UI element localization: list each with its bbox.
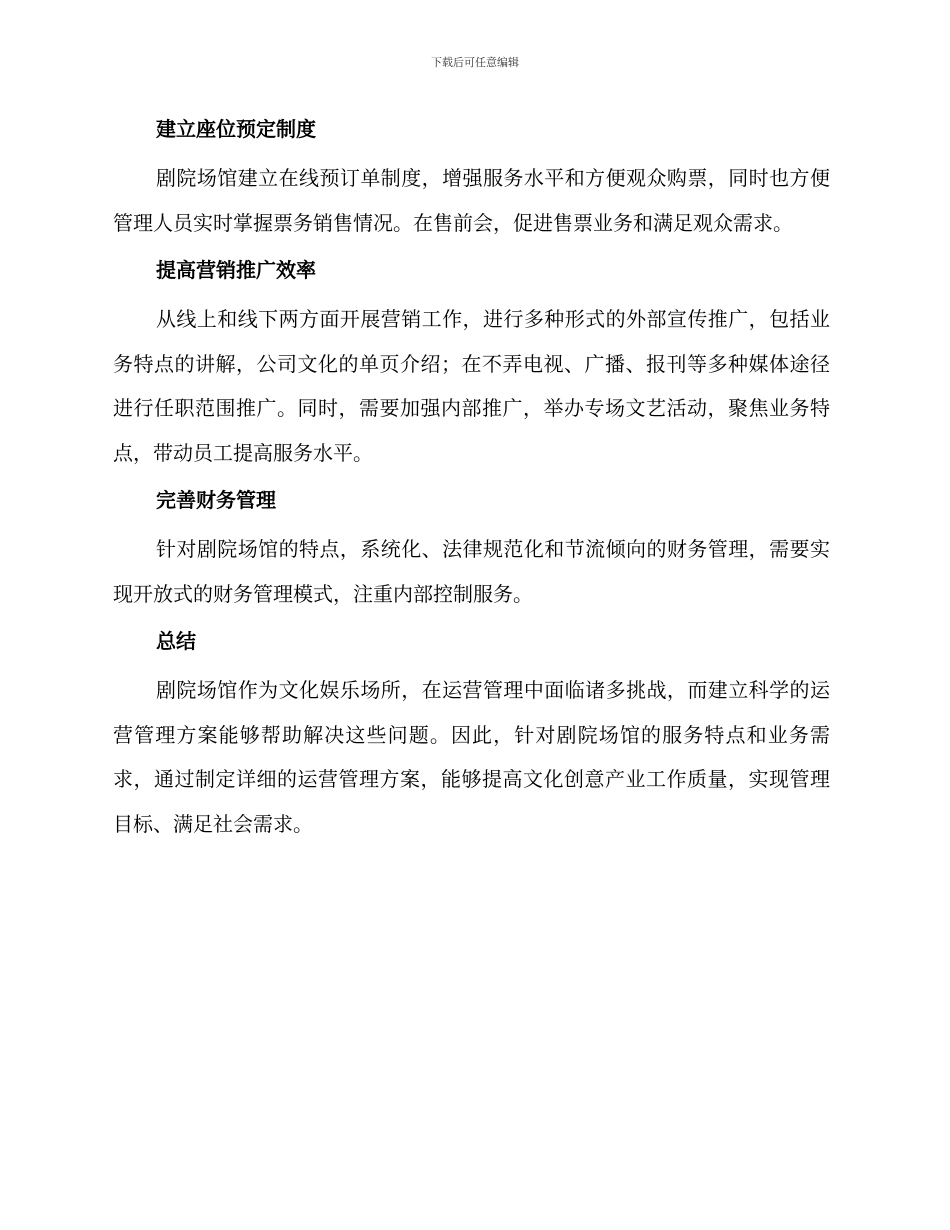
section-heading: 总结 [156, 629, 196, 653]
section-heading: 建立座位预定制度 [156, 117, 316, 141]
section-paragraph: 从线上和线下两方面开展营销工作，进行多种形式的外部宣传推广，包括业务特点的讲解，公司文化的单页介绍；在不弄电视、广播、报刊等多种媒体途径进行任职范围推广。同时，需要加强内部推广，举办专场文艺活动，聚焦业务特点，带动员工提高服务水平。 [113, 307, 830, 465]
section-marketing [113, 255, 830, 475]
section-paragraph: 针对剧院场馆的特点，系统化、法律规范化和节流倾向的财务管理，需要实现开放式的财务管理模式，注重内部控制服务。 [113, 537, 830, 606]
section-heading: 提高营销推广效率 [156, 258, 316, 282]
document-content [113, 114, 830, 856]
section-finance [113, 485, 830, 616]
section-seat-reservation [113, 114, 830, 245]
section-paragraph: 剧院场馆作为文化娱乐场所，在运营管理中面临诸多挑战，而建立科学的运营管理方案能够帮助解决这些问题。因此，针对剧院场馆的服务特点和业务需求，通过制定详细的运营管理方案，能够提高文化创意产业工作质量，实现管理目标、满足社会需求。 [113, 678, 830, 836]
section-summary [113, 626, 830, 846]
section-paragraph: 剧院场馆建立在线预订单制度，增强服务水平和方便观众购票，同时也方便管理人员实时掌握票务销售情况。在售前会，促进售票业务和满足观众需求。 [113, 166, 830, 235]
section-heading: 完善财务管理 [156, 488, 276, 512]
header-note: 下载后可任意编辑 [431, 56, 519, 69]
